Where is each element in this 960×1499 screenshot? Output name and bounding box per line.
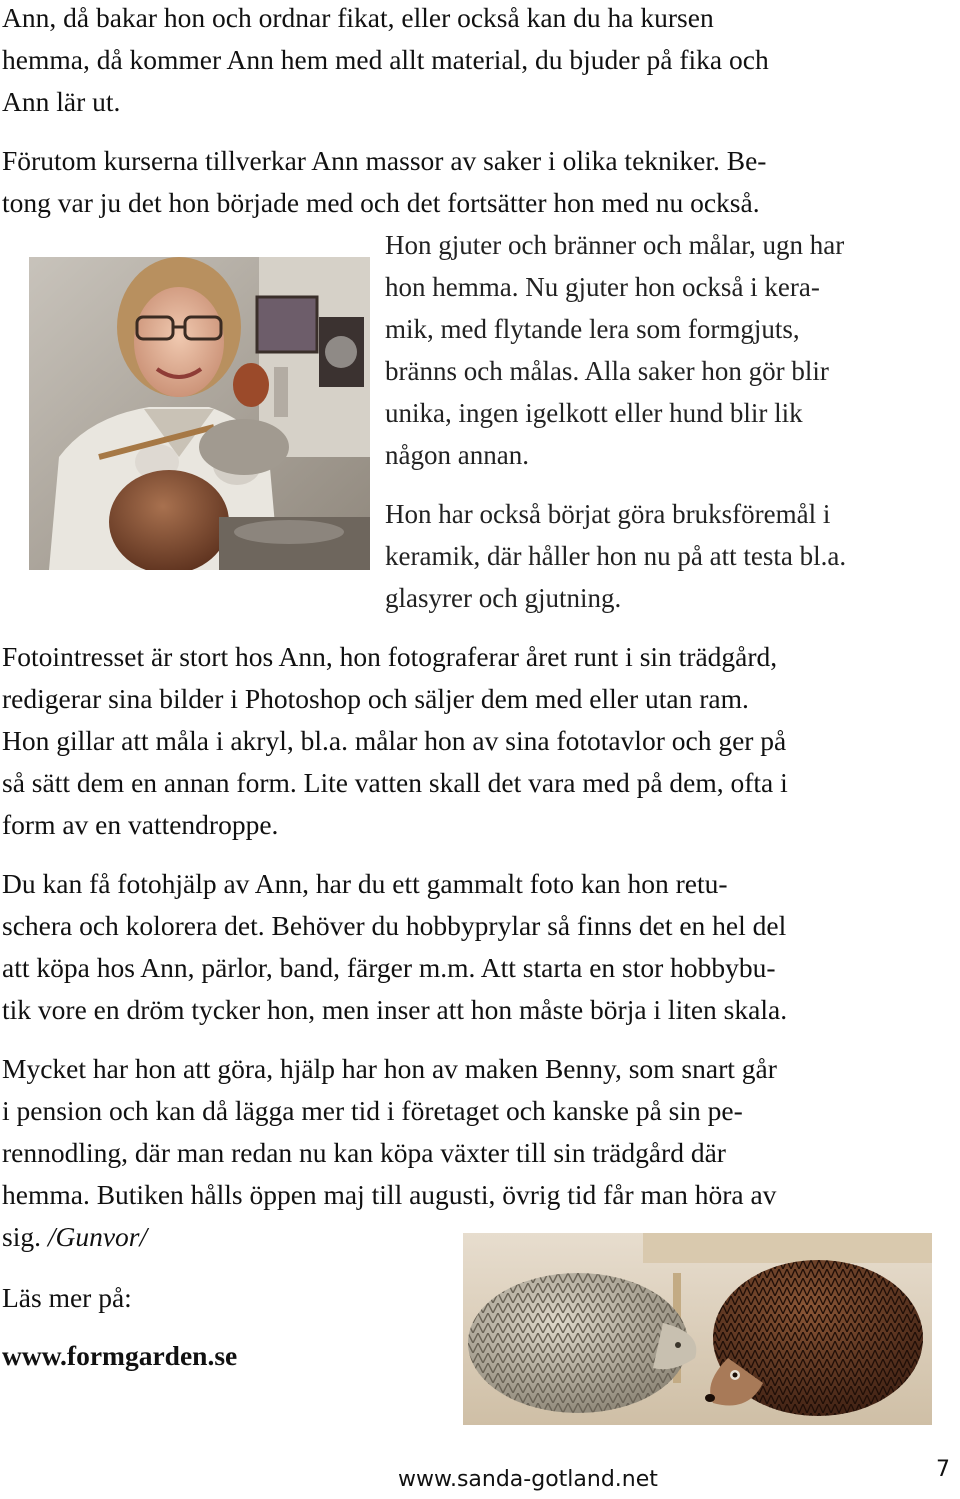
text-line: Fotointresset är stort hos Ann, hon fotograferar året runt i sin trädgård, (2, 641, 778, 672)
text-line: form av en vattendroppe. (2, 809, 279, 840)
text-line: Du kan få fotohjälp av Ann, har du ett gammalt foto kan hon retu- (2, 868, 728, 899)
text-line: Ann lär ut. (2, 86, 121, 117)
intro-paragraph (2, 0, 769, 123)
read-more-label: Läs mer på: (2, 1282, 132, 1313)
closing-paragraph (2, 1048, 777, 1258)
text-line: bränns och målas. Alla saker hon gör blir (385, 356, 829, 386)
text-line: schera och kolorera det. Behöver du hobbyprylar så finns det en hel del (2, 910, 787, 941)
text-fragment: sig. (2, 1221, 48, 1252)
page-number: 7 (936, 1457, 950, 1482)
techniques-paragraph (2, 140, 766, 224)
author-signature: /Gunvor/ (47, 1221, 148, 1252)
photo-interest-paragraph (2, 636, 788, 846)
text-line: rennodling, där man redan nu kan köpa växter till sin trädgård där (2, 1137, 726, 1168)
text-line: i pension och kan då lägga mer tid i företaget och kanske på sin pe- (2, 1095, 743, 1126)
ceramics-paragraph (385, 224, 844, 476)
text-line: Hon gillar att måla i akryl, bl.a. målar hon av sina fototavlor och ger på (2, 725, 787, 756)
hedgehogs-photo (463, 1233, 932, 1425)
text-line: glasyrer och gjutning. (385, 583, 622, 613)
text-line: så sätt dem en annan form. Lite vatten skall det vara med på dem, ofta i (2, 767, 788, 798)
artist-photo (29, 257, 370, 570)
text-line: att köpa hos Ann, pärlor, band, färger m.m. Att starta en stor hobbybu- (2, 952, 776, 983)
text-line: tong var ju det hon började med och det fortsätter hon med nu också. (2, 187, 760, 218)
text-line: Hon gjuter och bränner och målar, ugn har (385, 230, 845, 260)
text-line: hon hemma. Nu gjuter hon också i kera- (385, 272, 820, 302)
text-line: unika, ingen igelkott eller hund blir lik (385, 398, 803, 428)
footer-site-url[interactable]: www.sanda-gotland.net (398, 1467, 658, 1492)
text-line: mik, med flytande lera som formgjuts, (385, 314, 800, 344)
utility-paragraph (385, 493, 846, 619)
photo-help-paragraph (2, 863, 787, 1031)
text-line: Hon har också börjat göra bruksföremål i (385, 499, 831, 529)
text-line: Ann, då bakar hon och ordnar fikat, eller också kan du ha kursen (2, 2, 714, 33)
website-link[interactable]: www.formgarden.se (2, 1340, 238, 1371)
text-line: hemma, då kommer Ann hem med allt material, du bjuder på fika och (2, 44, 769, 75)
text-line: hemma. Butiken hålls öppen maj till augusti, övrig tid får man höra av (2, 1179, 777, 1210)
text-line: någon annan. (385, 440, 529, 470)
text-line: redigerar sina bilder i Photoshop och säljer dem med eller utan ram. (2, 683, 749, 714)
text-line: Mycket har hon att göra, hjälp har hon av maken Benny, som snart går (2, 1053, 777, 1084)
text-line: tik vore en dröm tycker hon, men inser att hon måste börja i liten skala. (2, 994, 788, 1025)
text-line: Förutom kurserna tillverkar Ann massor av saker i olika tekniker. Be- (2, 145, 767, 176)
text-line: keramik, där håller hon nu på att testa bl.a. (385, 541, 847, 571)
